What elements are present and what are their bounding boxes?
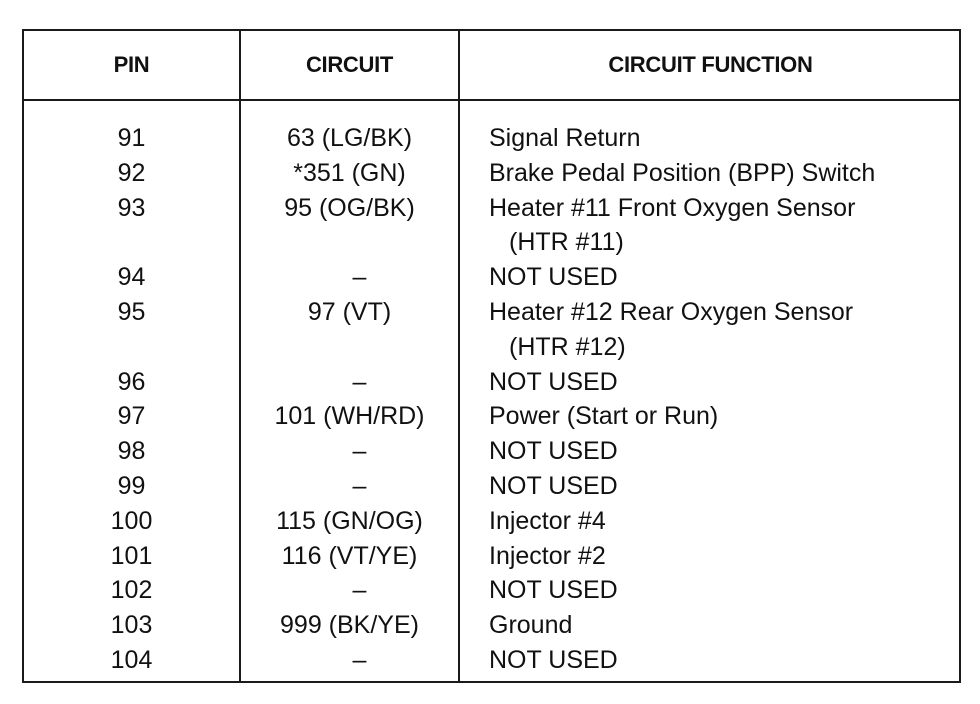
table-row (24, 156, 959, 191)
table-row (24, 434, 959, 469)
circuit-function-text: NOT USED (489, 576, 618, 605)
circuit-cell: 999 (BK/YE) (280, 611, 419, 640)
circuit-function-text: Power (Start or Run) (489, 402, 719, 431)
pin-cell: 99 (117, 471, 146, 500)
pin-cell: 104 (110, 645, 153, 674)
table-row (24, 121, 959, 156)
circuit-function-text: Heater #12 Rear Oxygen Sensor (489, 297, 854, 326)
pin-cell: 95 (117, 297, 146, 326)
circuit-function-cell (489, 365, 959, 400)
circuit-function-cell (489, 295, 959, 365)
circuit-function-cell (489, 399, 959, 434)
circuit-function-text: Signal Return (489, 124, 641, 152)
table-row (24, 469, 959, 504)
circuit-function-text: Heater #11 Front Oxygen Sensor (489, 193, 856, 222)
pin-cell: 92 (117, 158, 146, 187)
circuit-function-continuation: (HTR #11) (509, 228, 624, 257)
circuit-function-text: NOT USED (489, 471, 618, 500)
table-row (24, 573, 959, 608)
header-circuit-function: CIRCUIT FUNCTION (608, 52, 813, 77)
table-body (24, 121, 959, 678)
circuit-function-cell (489, 469, 959, 504)
circuit-function-cell (489, 260, 959, 295)
pin-cell: 96 (117, 367, 146, 396)
circuit-function-cell (489, 539, 959, 574)
pin-cell: 102 (110, 576, 153, 605)
circuit-cell: 63 (LG/BK) (286, 124, 413, 152)
pin-cell: 91 (117, 124, 146, 152)
circuit-function-text: Injector #2 (489, 541, 606, 570)
circuit-cell: – (352, 471, 367, 500)
table-row (24, 260, 959, 295)
circuit-cell: 97 (VT) (307, 297, 392, 326)
circuit-cell: 95 (OG/BK) (284, 193, 415, 222)
pin-cell: 103 (110, 611, 153, 640)
circuit-function-text: Brake Pedal Position (BPP) Switch (489, 158, 876, 187)
circuit-function-cell (489, 504, 959, 539)
circuit-function-cell (489, 191, 959, 261)
circuit-cell: – (352, 263, 367, 292)
circuit-cell: – (352, 367, 367, 396)
table-row (24, 365, 959, 400)
circuit-function-cell (489, 121, 959, 156)
circuit-function-text: NOT USED (489, 263, 618, 292)
pin-cell: 94 (117, 263, 146, 292)
circuit-cell: – (352, 576, 367, 605)
circuit-cell: 101 (WH/RD) (274, 402, 425, 431)
circuit-function-continuation: (HTR #12) (509, 332, 626, 361)
header-pin: PIN (113, 52, 150, 77)
circuit-function-cell (489, 573, 959, 608)
circuit-function-text: Ground (489, 611, 573, 640)
header-circuit: CIRCUIT (305, 52, 394, 77)
circuit-function-text: NOT USED (489, 645, 618, 674)
table-header (24, 31, 959, 101)
table-row (24, 643, 959, 678)
circuit-cell: – (352, 645, 367, 674)
circuit-function-text: NOT USED (489, 367, 618, 396)
pin-cell: 93 (117, 193, 146, 222)
pin-table (22, 29, 961, 683)
pin-cell: 98 (117, 437, 146, 466)
table-row (24, 191, 959, 261)
circuit-cell: 116 (VT/YE) (281, 541, 418, 570)
circuit-function-text: Injector #4 (489, 506, 606, 535)
pin-cell: 100 (110, 506, 153, 535)
circuit-function-cell (489, 608, 959, 643)
circuit-function-cell (489, 643, 959, 678)
table-row (24, 539, 959, 574)
table-row (24, 399, 959, 434)
circuit-cell: – (352, 437, 367, 466)
circuit-function-text: NOT USED (489, 437, 618, 466)
circuit-cell: *351 (GN) (293, 158, 406, 187)
table-row (24, 504, 959, 539)
pin-cell: 97 (117, 402, 146, 431)
table-row (24, 608, 959, 643)
pin-cell: 101 (110, 541, 153, 570)
circuit-function-cell (489, 156, 959, 191)
circuit-function-cell (489, 434, 959, 469)
circuit-cell: 115 (GN/OG) (276, 506, 423, 535)
table-row (24, 295, 959, 365)
